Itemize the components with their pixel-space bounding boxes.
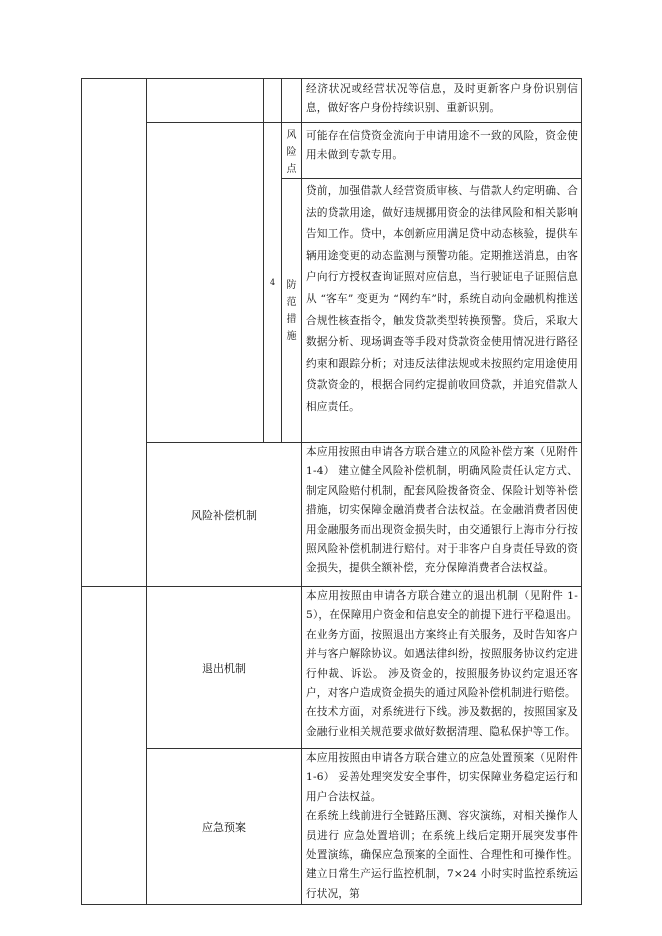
category-cell-empty xyxy=(147,123,264,443)
label-cell-empty xyxy=(282,79,302,123)
emergency-text xyxy=(302,749,581,904)
table-row xyxy=(82,79,582,123)
risk-point-text-cell xyxy=(302,123,582,179)
table-row xyxy=(82,749,582,905)
emergency-paragraph-1: 本应用按照由申请各方联合建立的应急处置预案（见附件1-6） 妥善处理突发安全事件，切实保障业务稳定运行和用户合法权益。 xyxy=(306,752,578,803)
table-row xyxy=(82,123,582,179)
category-cell-empty xyxy=(147,79,264,123)
table-row xyxy=(82,587,582,749)
risk-point-text: 可能存在信贷资金流向于申请用途不一致的风险，资金使用未做到专款专用。 xyxy=(306,130,578,162)
measures-text-cell xyxy=(302,179,582,443)
compensation-label-cell xyxy=(147,443,302,587)
continuation-text: 经济状况或经营状况等信息，及时更新客户身份识别信息，做好客户身份持续识别、重新识别。 xyxy=(306,83,578,115)
exit-label: 退出机制 xyxy=(202,661,246,675)
continuation-text-cell xyxy=(302,79,582,123)
exit-label-cell xyxy=(147,587,302,749)
risk-control-table xyxy=(81,78,582,905)
compensation-label: 风险补偿机制 xyxy=(191,508,257,522)
measures-label-cell xyxy=(282,179,302,443)
risk-point-label: 风险点 xyxy=(286,130,297,175)
exit-paragraph-2: 在业务方面，按照退出方案终止有关服务，及时告知客户并与客户解除协议。如遇法律纠纷，按照服务协议约定进行仲裁、诉讼。 涉及资金的，按照服务协议约定退还客户，对客户造成资金损失的通过风险补偿机制进行赔偿。 xyxy=(306,628,578,700)
exit-text-cell xyxy=(302,587,582,749)
outer-left-cell xyxy=(82,79,147,587)
exit-paragraph-1: 本应用按照由申请各方联合建立的退出机制（见附件 1-5），在保障用户资金和信息安全的前提下进行平稳退出。 xyxy=(306,590,578,622)
risk-point-label-cell xyxy=(282,123,302,179)
emergency-paragraph-2: 在系统上线前进行全链路压测、容灾演练，对相关操作人员进行 应急处置培训；在系统上线后定期开展突发事件处置演练，确保应急预案的全面性、合理性和可操作性。建立日常生产运行监控机制，7×24 小时实时监控系统运行状况，第 xyxy=(306,810,578,900)
exit-text xyxy=(302,587,581,742)
outer-left-cell-lower xyxy=(82,587,147,905)
emergency-label: 应急预案 xyxy=(202,820,246,834)
measures-label: 防范措施 xyxy=(286,279,297,342)
emergency-label-cell xyxy=(147,749,302,905)
number-cell-empty xyxy=(264,79,282,123)
emergency-text-cell xyxy=(302,749,582,905)
table-row xyxy=(82,443,582,587)
item-number-cell xyxy=(264,123,282,443)
exit-paragraph-3: 在技术方面，对系统进行下线。涉及数据的，按照国家及金融行业相关规范要求做好数据清理、隐私保护等工作。 xyxy=(306,706,578,738)
measures-text: 贷前，加强借款人经营资质审核、与借款人约定明确、合法的贷款用途，做好违规挪用资金的法律风险和相关影响告知工作。贷中，本创新应用满足贷中动态核验，提供车辆用途变更的动态监测与预警功能。定期推送消息，由客户向行方授权查询证照对应信息，当行驶证电子证照信息从 “客车” 变更为 “网约车”时，系统自动向金融机构推送合规性核查指令，触发贷款类型转换预警。贷后，采取大数据分析、现场调查等手段对贷款资金使用情况进行路径约束和跟踪分析；对违反法律法规或未按照约定用途使用贷款资金的，根据合同约定提前收回贷款，并追究借款人相应责任。 xyxy=(306,185,578,413)
item-number: 4 xyxy=(269,278,276,287)
compensation-text-cell xyxy=(302,443,582,587)
compensation-text: 本应用按照由申请各方联合建立的风险补偿方案（见附件1-4） 建立健全风险补偿机制，明确风险责任认定方式、制定风险赔付机制，配套风险拨备资金、保险计划等补偿措施，切实保障金融消费者合法权益。在金融消费者因使用金融服务而出现资金损失时，由交通银行上海市分行按照风险补偿机制进行赔付。对于非客户自身责任导致的资金损失，提供全额补偿，充分保障消费者合法权益。 xyxy=(306,446,578,575)
